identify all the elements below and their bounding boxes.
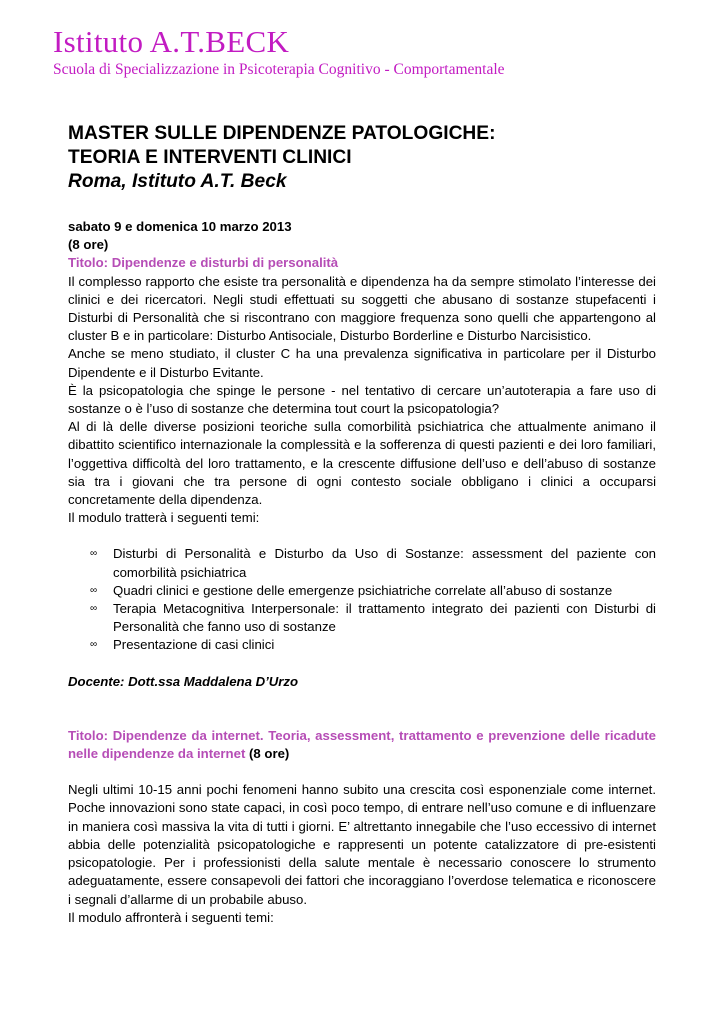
module1-paragraph: Il complesso rapporto che esiste tra personalità e dipendenza ha da sempre stimolato l’interesse dei clinici e dei ricercatori. Negli studi effettuati su soggetti che abusano di sostanze stupefacenti i Disturbi di Personalità che si riscontrano con maggiore frequenza sono quelli che appartengono al cluster B e in particolare: Disturbo Antisociale, Disturbo Borderline e Disturbo Narcisistico. [68, 273, 656, 344]
module1-paragraph: Anche se meno studiato, il cluster C ha una prevalenza significativa in particolare per il Disturbo Dipendente e il Disturbo Evitante. [68, 346, 656, 380]
institute-subtitle: Scuola di Specializzazione in Psicoterapia Cognitivo - Comportamentale [53, 61, 505, 78]
institute-title: Istituto A.T.BECK [53, 24, 290, 59]
module1-topic-list [68, 545, 656, 654]
list-item: ∞ Disturbi di Personalità e Disturbo da Uso di Sostanze: assessment del paziente con comorbilità psichiatrica [90, 546, 656, 580]
infinity-bullet-icon: ∞ [90, 639, 98, 651]
infinity-bullet-icon: ∞ [90, 584, 98, 596]
infinity-bullet-icon: ∞ [90, 603, 98, 615]
module1-paragraph: Al di là delle diverse posizioni teoriche sulla comorbilità psichiatrica che attualmente animano il dibattito scientifico internazionale la complessità e la sofferenza di questi pazienti e dei loro familiari, l’oggettiva difficoltà del loro trattamento, e la crescente diffusione dell’uso e dell’abuso di sostanze sia tra i giovani che tra persone di ogni contesto sociale obbligano i clinici a occuparsi concretamente della dipendenza. [68, 419, 656, 508]
module2-paragraph: Il modulo affronterà i seguenti temi: [68, 909, 274, 925]
master-title-place: Roma, Istituto A.T. Beck [68, 171, 287, 192]
list-item: ∞ Terapia Metacognitiva Interpersonale: il trattamento integrato dei pazienti con Disturbi di Personalità che fanno uso di sostanze [90, 601, 656, 635]
master-title-line2: TEORIA E INTERVENTI CLINICI [68, 147, 352, 168]
module2-heading [68, 727, 656, 763]
module2-paragraph: Negli ultimi 10-15 anni pochi fenomeni hanno subito una crescita così esponenziale come internet. Poche innovazioni sono state capaci, in così poco tempo, di entrare nell’uso comune e di influenzare in maniera così massiva la vita di tutti i giorni. E’ altrettanto innegabile che l’uso eccessivo di internet abbia delle potenzialità psicopatologiche e rappresenti un potente catalizzatore di pre-esistenti psicopatologie. Per i professionisti della salute mentale è necessario conoscere lo strumento adeguatamente, essere consapevoli dei fattori che incoraggiano l’overdose telematica e riconoscere i segnali d’allarme di un probabile abuso. [68, 782, 656, 907]
module2-title: Titolo: Dipendenze da internet. Teoria, assessment, trattamento e prevenzione delle ricadute nelle dipendenze da internet [68, 727, 656, 762]
institute-header [53, 22, 505, 80]
list-item: ∞ Quadri clinici e gestione delle emergenze psichiatriche correlate all’abuso di sostanze [68, 582, 656, 600]
list-item: ∞ Presentazione di casi clinici [68, 636, 656, 654]
module1-title: Titolo: Dipendenze e disturbi di personalità [68, 255, 339, 271]
module1-teacher: Docente: Dott.ssa Maddalena D’Urzo [68, 673, 299, 689]
infinity-bullet-icon: ∞ [90, 548, 98, 560]
master-title-line1: MASTER SULLE DIPENDENZE PATOLOGICHE: [68, 123, 496, 144]
module1-paragraph: È la psicopatologia che spinge le persone - nel tentativo di cercare un’autoterapia a fare uso di sostanze o è l’uso di sostanze che determina tout court la psicopatologia? [68, 382, 656, 417]
document-body [68, 122, 656, 927]
module2-hours: (8 ore) [249, 746, 290, 762]
course-hours: (8 ore) [68, 237, 109, 253]
course-date: sabato 9 e domenica 10 marzo 2013 [68, 219, 292, 234]
module1-paragraph: Il modulo tratterà i seguenti temi: [68, 510, 260, 526]
